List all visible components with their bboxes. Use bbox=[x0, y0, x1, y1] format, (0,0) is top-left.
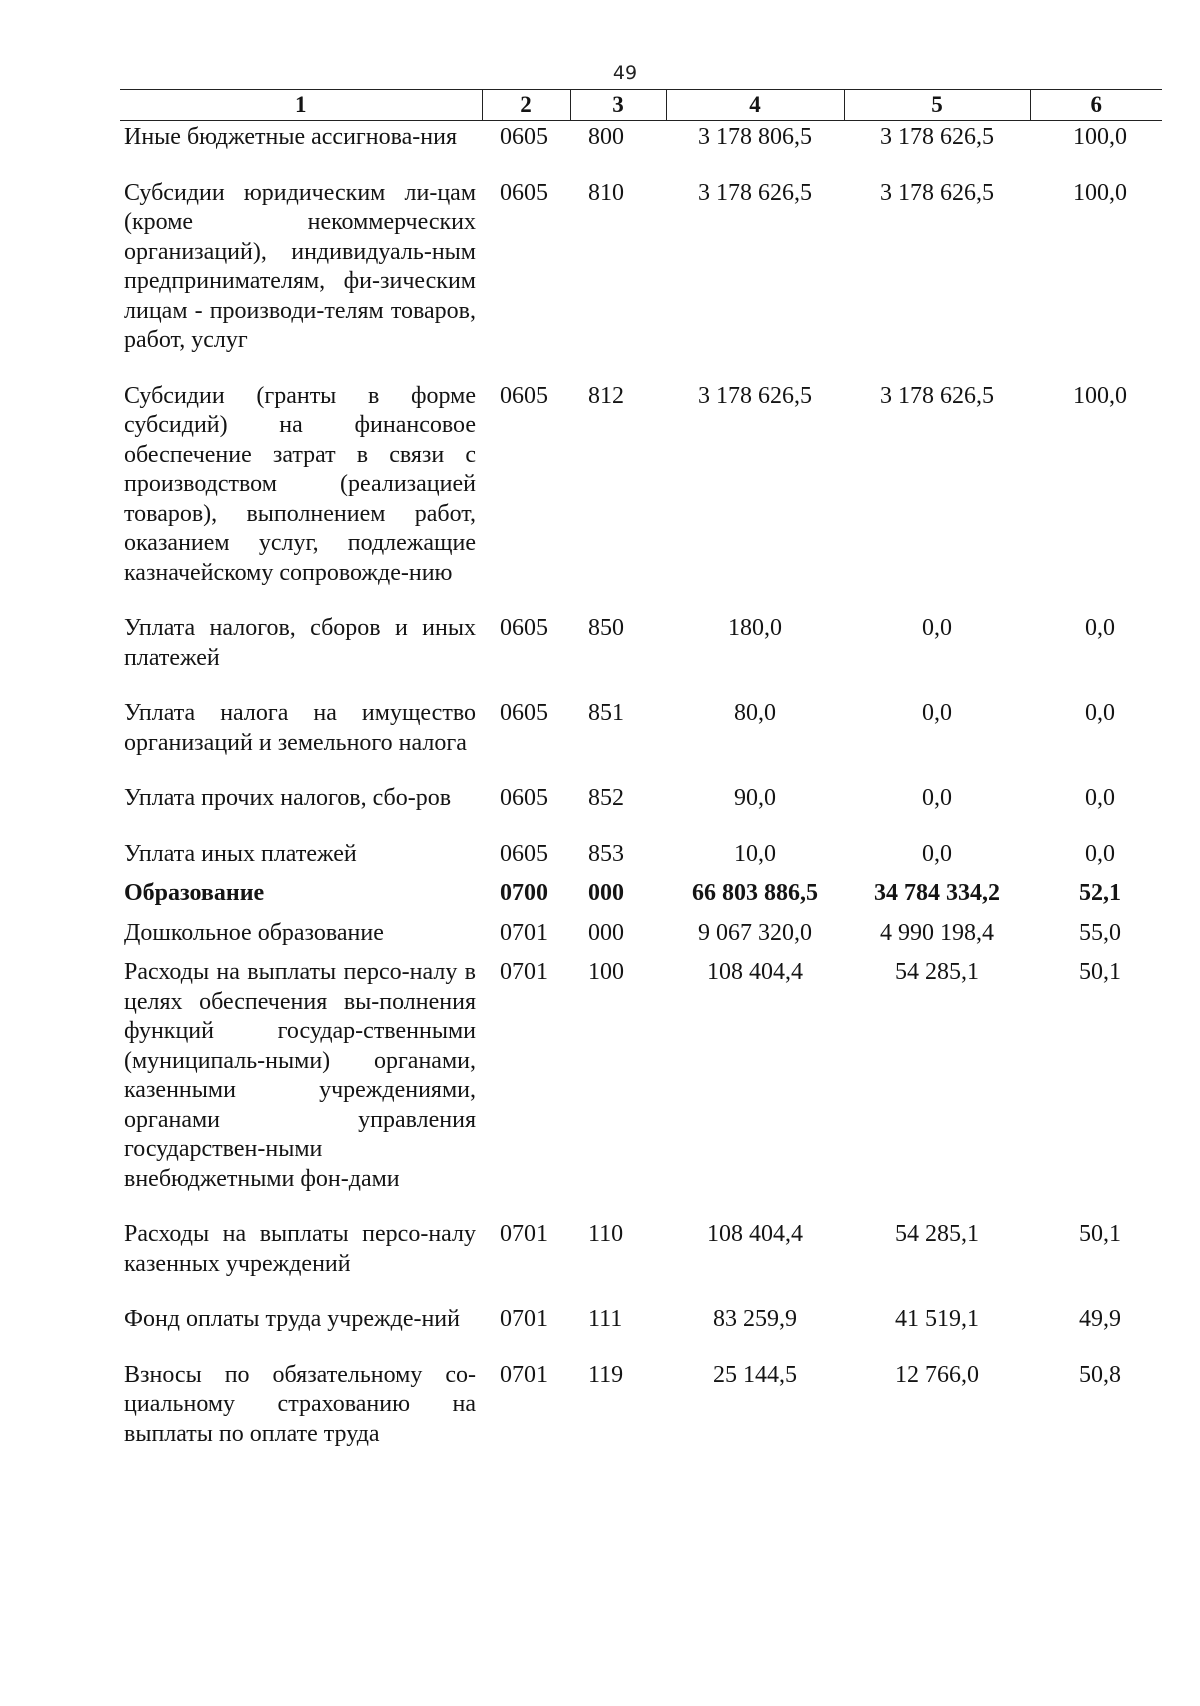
row-section: 0701 bbox=[500, 1306, 548, 1332]
row-section: 0605 bbox=[500, 179, 548, 206]
budget-table bbox=[120, 89, 1162, 1462]
row-executed: 0,0 bbox=[922, 615, 952, 641]
row-planned: 10,0 bbox=[734, 840, 776, 867]
row-executed: 4 990 198,4 bbox=[880, 919, 994, 946]
row-planned: 108 404,4 bbox=[707, 1221, 803, 1247]
row-section: 0605 bbox=[500, 382, 548, 409]
row-name: Взносы по обязательному со-циальному страхованию на выплаты по оплате труда bbox=[124, 1361, 476, 1447]
row-name: Иные бюджетные ассигнова-ния bbox=[124, 124, 457, 150]
row-percent: 49,9 bbox=[1079, 1306, 1121, 1332]
row-planned: 3 178 626,5 bbox=[698, 179, 812, 206]
row-section: 0605 bbox=[500, 840, 548, 867]
column-header-2: 2 bbox=[482, 90, 570, 121]
row-section: 0701 bbox=[500, 1221, 548, 1247]
row-planned: 66 803 886,5 bbox=[692, 880, 818, 906]
row-executed: 41 519,1 bbox=[895, 1306, 979, 1332]
row-percent: 55,0 bbox=[1079, 919, 1121, 946]
table-header bbox=[120, 90, 1162, 121]
row-percent: 100,0 bbox=[1073, 124, 1127, 150]
row-expense-type: 812 bbox=[588, 382, 624, 409]
table-row bbox=[120, 956, 1162, 1218]
column-header-6: 6 bbox=[1030, 90, 1162, 121]
row-percent: 0,0 bbox=[1085, 615, 1115, 641]
row-executed: 3 178 626,5 bbox=[880, 179, 994, 206]
row-executed: 0,0 bbox=[922, 785, 952, 811]
row-executed: 54 285,1 bbox=[895, 1221, 979, 1247]
table-row bbox=[120, 697, 1162, 782]
row-expense-type: 000 bbox=[588, 919, 624, 946]
table-row bbox=[120, 782, 1162, 838]
row-expense-type: 853 bbox=[588, 840, 624, 867]
row-percent: 0,0 bbox=[1085, 840, 1115, 867]
row-planned: 9 067 320,0 bbox=[698, 919, 812, 946]
row-expense-type: 800 bbox=[588, 124, 624, 150]
row-name: Дошкольное образование bbox=[124, 919, 384, 946]
row-planned: 180,0 bbox=[728, 615, 782, 641]
table-row bbox=[120, 1303, 1162, 1359]
row-planned: 108 404,4 bbox=[707, 959, 803, 985]
row-section: 0701 bbox=[500, 959, 548, 985]
row-percent: 50,1 bbox=[1079, 1221, 1121, 1247]
row-name: Фонд оплаты труда учрежде-ний bbox=[124, 1306, 460, 1332]
row-expense-type: 851 bbox=[588, 700, 624, 726]
column-header-5: 5 bbox=[844, 90, 1030, 121]
row-expense-type: 111 bbox=[588, 1306, 623, 1332]
row-section: 0701 bbox=[500, 919, 548, 946]
row-percent: 100,0 bbox=[1073, 179, 1127, 206]
column-header-1: 1 bbox=[120, 90, 482, 121]
row-name: Расходы на выплаты персо-налу казенных учреждений bbox=[124, 1221, 476, 1277]
table-row bbox=[120, 1359, 1162, 1463]
row-percent: 0,0 bbox=[1085, 700, 1115, 726]
row-expense-type: 810 bbox=[588, 179, 624, 206]
column-header-4: 4 bbox=[666, 90, 844, 121]
row-name: Уплата прочих налогов, сбо-ров bbox=[124, 785, 452, 811]
row-name: Расходы на выплаты персо-налу в целях обеспечения вы-полнения функций государ-ственными (муниципаль-ными) органами, казенными учреждениями, органами управления государствен-ными внебюджетными фон-дами bbox=[124, 959, 476, 1192]
table-row bbox=[120, 838, 1162, 878]
row-expense-type: 100 bbox=[588, 959, 624, 985]
row-planned: 83 259,9 bbox=[713, 1306, 797, 1332]
table-row bbox=[120, 917, 1162, 957]
row-section: 0605 bbox=[500, 785, 548, 811]
row-percent: 50,8 bbox=[1079, 1361, 1121, 1388]
row-expense-type: 850 bbox=[588, 615, 624, 641]
row-section: 0605 bbox=[500, 615, 548, 641]
row-section: 0701 bbox=[500, 1361, 548, 1388]
table-row bbox=[120, 121, 1162, 177]
row-name: Уплата налога на имущество организаций и земельного налога bbox=[124, 700, 476, 756]
row-name: Уплата иных платежей bbox=[124, 840, 357, 867]
table-row bbox=[120, 177, 1162, 380]
row-name: Образование bbox=[124, 880, 265, 906]
row-percent: 52,1 bbox=[1079, 880, 1121, 906]
row-planned: 25 144,5 bbox=[713, 1361, 797, 1388]
row-planned: 90,0 bbox=[734, 785, 776, 811]
row-section: 0700 bbox=[500, 880, 548, 906]
row-percent: 0,0 bbox=[1085, 785, 1115, 811]
row-expense-type: 852 bbox=[588, 785, 624, 811]
row-executed: 54 285,1 bbox=[895, 959, 979, 985]
row-expense-type: 000 bbox=[588, 880, 624, 906]
row-executed: 3 178 626,5 bbox=[880, 124, 994, 150]
row-section: 0605 bbox=[500, 700, 548, 726]
table-row bbox=[120, 612, 1162, 697]
row-name: Уплата налогов, сборов и иных платежей bbox=[124, 615, 476, 671]
row-name: Субсидии (гранты в форме субсидий) на финансовое обеспечение затрат в связи с производством (реализацией товаров), выполнением работ, оказанием услуг, подлежащие казначейскому сопровожде-нию bbox=[124, 382, 476, 586]
column-header-3: 3 bbox=[570, 90, 666, 121]
row-percent: 100,0 bbox=[1073, 382, 1127, 409]
row-expense-type: 110 bbox=[588, 1221, 624, 1247]
row-executed: 12 766,0 bbox=[895, 1361, 979, 1388]
table-row bbox=[120, 1218, 1162, 1303]
row-planned: 3 178 806,5 bbox=[698, 124, 812, 150]
row-expense-type: 119 bbox=[588, 1361, 624, 1388]
row-planned: 3 178 626,5 bbox=[698, 382, 812, 409]
table-row-section-total bbox=[120, 877, 1162, 917]
header-row bbox=[120, 90, 1162, 121]
table-row bbox=[120, 380, 1162, 613]
row-executed: 0,0 bbox=[922, 700, 952, 726]
row-section: 0605 bbox=[500, 124, 548, 150]
row-executed: 34 784 334,2 bbox=[874, 880, 1000, 906]
row-name: Субсидии юридическим ли-цам (кроме некоммерческих организаций), индивидуаль-ным предпринимателям, фи-зическим лицам - производи-телям товаров, работ, услуг bbox=[124, 179, 476, 353]
row-percent: 50,1 bbox=[1079, 959, 1121, 985]
row-executed: 0,0 bbox=[922, 840, 952, 867]
row-planned: 80,0 bbox=[734, 700, 776, 726]
page-number: 49 bbox=[612, 62, 638, 84]
table-body bbox=[120, 121, 1162, 1463]
row-executed: 3 178 626,5 bbox=[880, 382, 994, 409]
